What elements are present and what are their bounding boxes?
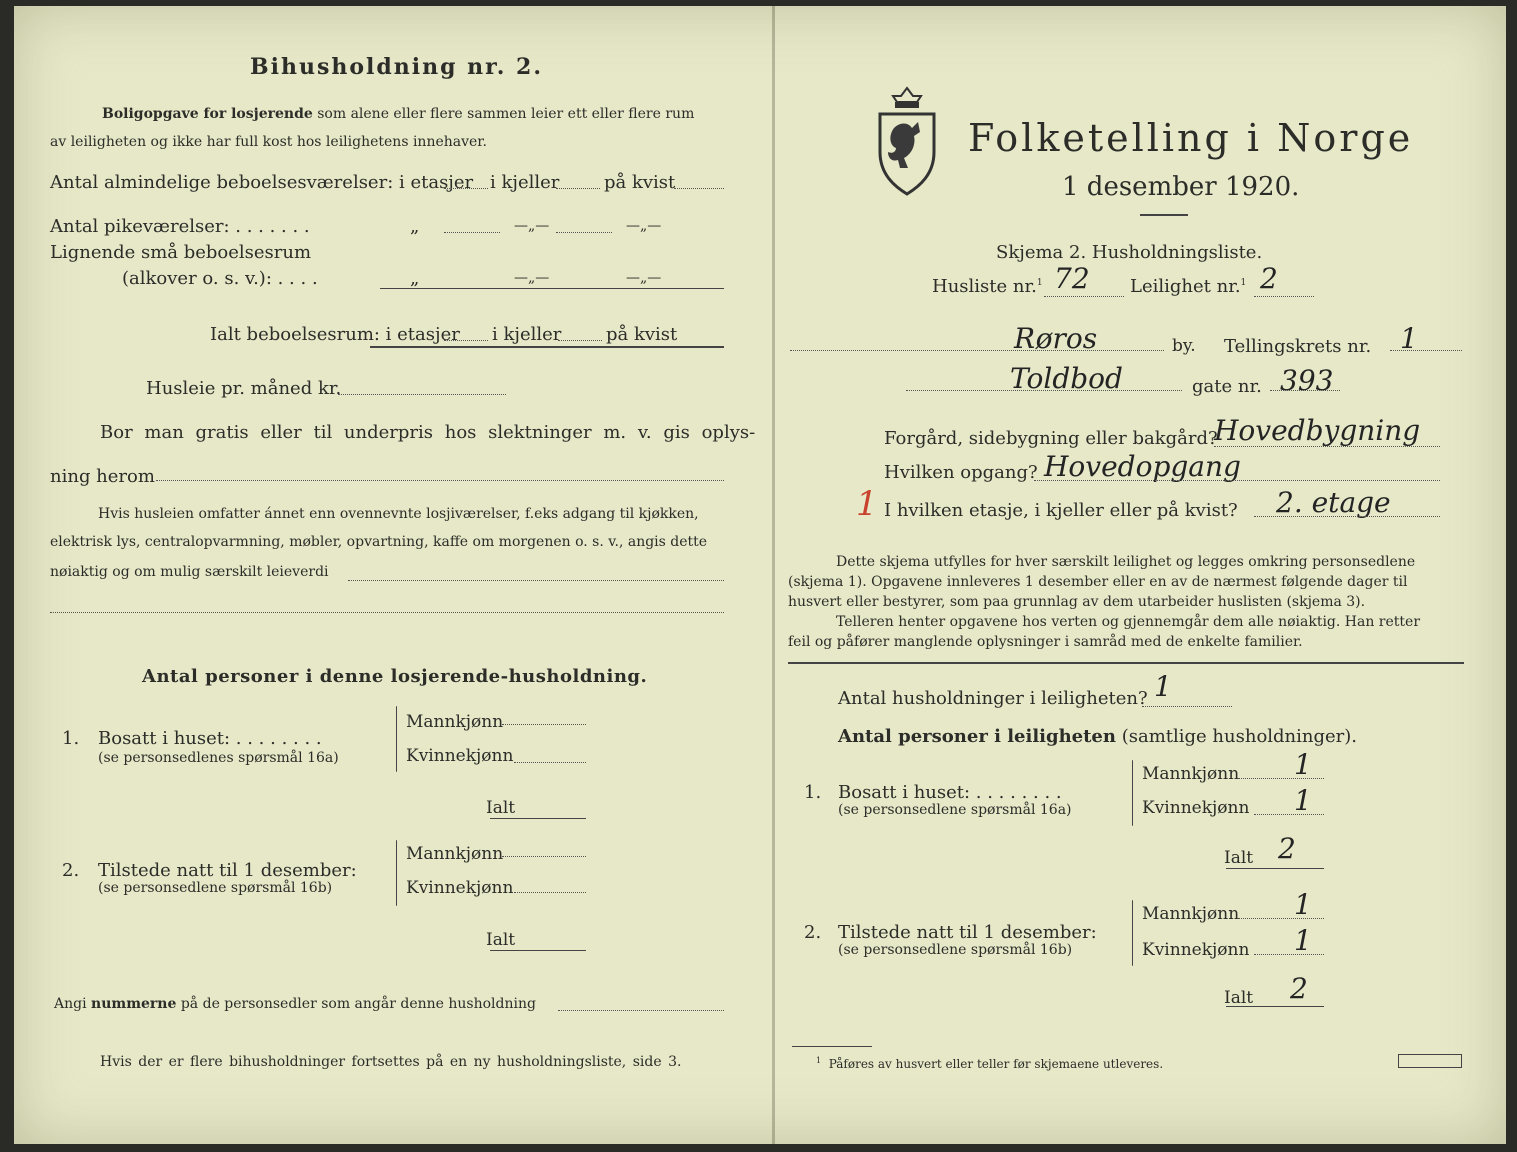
ialt-rum-kjeller: i kjeller: [492, 324, 562, 345]
left-item2-kvinne: Kvinnekjønn: [406, 878, 514, 898]
husliste-label: Husliste nr.$^1$: [932, 276, 1043, 297]
intro-line1: [102, 106, 694, 122]
intro-rest: som alene eller flere sammen leier ett eller flere rum: [317, 106, 695, 122]
left-item2-label: Tilstede natt til 1 desember:: [98, 860, 357, 881]
hvis-line1: Hvis husleien omfatter ánnet enn ovennevnte losjiværelser, f.eks adgang til kjøkken,: [98, 506, 699, 522]
right-item2-num: 2.: [804, 922, 822, 943]
coat-of-arms-icon: [874, 84, 940, 200]
left-item1-ialt: Ialt: [486, 798, 516, 818]
left-antal-personer: Antal personer i denne losjerende-husholdning.: [142, 666, 648, 687]
red-mark: 1: [856, 484, 878, 524]
bor-line2: ning herom: [50, 466, 155, 487]
instr-line5: feil og påfører manglende oplysninger i samråd med de enkelte familier.: [788, 634, 1303, 650]
lignende-label: Lignende små beboelsesrum: [50, 242, 312, 263]
gate-value: Toldbod: [1010, 362, 1123, 395]
pike-label: Antal pikeværelser: . . . . . . .: [50, 216, 310, 237]
instr-line1: Dette skjema utfylles for hver særskilt leilighet og legges omkring personsedlene: [836, 554, 1416, 570]
angi-pre: Angi: [54, 996, 87, 1012]
right-item2-mann: Mannkjønn: [1142, 904, 1240, 924]
alkover-ditto3: —„—: [626, 270, 662, 286]
alkover-ditto: „: [410, 268, 420, 289]
by-value: Røros: [1014, 322, 1098, 355]
right-item1-kvinne: Kvinnekjønn: [1142, 798, 1250, 818]
alkover-label: (alkover o. s. v.): . . . .: [122, 268, 318, 289]
right-item1-num: 1.: [804, 782, 822, 803]
skjema-line: Skjema 2. Husholdningsliste.: [996, 242, 1263, 263]
left-footer: Hvis der er flere bihusholdninger fortsettes på en ny husholdningsliste, side 3.: [100, 1054, 682, 1070]
ialt-rum-kvist: på kvist: [606, 324, 678, 345]
right-item1-ialt: Ialt: [1224, 848, 1254, 868]
etasje-value: 2. etage: [1276, 486, 1391, 519]
antal-pers-line: [838, 726, 1357, 747]
hvis-line2: elektrisk lys, centralopvarmning, møbler, opvartning, kaffe om morgenen o. s. v., angis dette: [50, 534, 708, 550]
gate-nr-value: 393: [1280, 364, 1334, 397]
ialt-rum-label: Ialt beboelsesrum: i etasjer: [210, 324, 460, 345]
gate-label: gate nr.: [1192, 376, 1262, 397]
left-item1-label: Bosatt i huset: . . . . . . . .: [98, 728, 322, 749]
instr-line2: (skjema 1). Opgavene innleveres 1 desember eller en av de nærmest følgende dager til: [788, 574, 1408, 590]
instr-line4: Telleren henter opgavene hos verten og gjennemgår dem alle nøiaktig. Han retter: [836, 614, 1421, 630]
printer-stamp: [1398, 1054, 1462, 1068]
right-item2-ialt: Ialt: [1224, 988, 1254, 1008]
census-form-sheet: [14, 6, 1506, 1144]
t2-kvinne-value: 1: [1294, 924, 1312, 957]
alkover-ditto2: —„—: [514, 270, 550, 286]
forgard-value: Hovedbygning: [1214, 414, 1421, 447]
antal-hush-label: Antal husholdninger i leiligheten?: [838, 688, 1148, 709]
right-item1-label: Bosatt i huset: . . . . . . . .: [838, 782, 1062, 803]
right-item2-sub: (se personsedlene spørsmål 16b): [838, 942, 1073, 958]
hvis-line3: nøiaktig og om mulig særskilt leieverdi: [50, 564, 329, 580]
husliste-value: 72: [1054, 262, 1090, 295]
husleie-label: Husleie pr. måned kr.: [146, 378, 342, 399]
by-label: by.: [1172, 336, 1196, 356]
tellingskrets-label: Tellingskrets nr.: [1224, 336, 1372, 357]
opgang-label: Hvilken opgang?: [884, 462, 1038, 483]
antal-kvist: på kvist: [604, 172, 676, 193]
antal-pers-rest: (samtlige husholdninger).: [1121, 726, 1358, 747]
left-item2-num: 2.: [62, 860, 80, 881]
left-heading: Bihusholdning nr. 2.: [250, 54, 543, 80]
left-item2-sub: (se personsedlene spørsmål 16b): [98, 880, 333, 896]
right-item1-mann: Mannkjønn: [1142, 764, 1240, 784]
pike-ditto: „: [410, 216, 420, 237]
right-item1-sub: (se personsedlene spørsmål 16a): [838, 802, 1072, 818]
b1-mann-value: 1: [1294, 748, 1312, 781]
pike-ditto3: —„—: [626, 218, 662, 234]
left-item1-mann: Mannkjønn: [406, 712, 504, 732]
leilighet-value: 2: [1260, 262, 1278, 295]
opgang-value: Hovedopgang: [1044, 450, 1241, 483]
intro-line2: av leiligheten og ikke har full kost hos leilighetens innehaver.: [50, 134, 487, 150]
antal-kjeller: i kjeller: [490, 172, 560, 193]
b1-ialt-value: 2: [1278, 832, 1296, 865]
left-item2-ialt: Ialt: [486, 930, 516, 950]
left-item1-kvinne: Kvinnekjønn: [406, 746, 514, 766]
t2-mann-value: 1: [1294, 888, 1312, 921]
forgard-label: Forgård, sidebygning eller bakgård?: [884, 428, 1218, 449]
pike-ditto2: —„—: [514, 218, 550, 234]
page-fold: [772, 6, 775, 1144]
antal-hush-value: 1: [1154, 670, 1172, 703]
antal-label: Antal almindelige beboelsesværelser: i etasjer: [50, 172, 474, 193]
b1-kvinne-value: 1: [1294, 784, 1312, 817]
leilighet-label: Leilighet nr.$^1$: [1130, 276, 1247, 297]
form-date: 1 desember 1920.: [1062, 172, 1300, 202]
tellingskrets-value: 1: [1400, 322, 1418, 355]
footnote: $^1$ Påføres av husvert eller teller før skjemaene utleveres.: [816, 1056, 1164, 1071]
left-item1-sub: (se personsedlenes spørsmål 16a): [98, 750, 339, 766]
left-item2-mann: Mannkjønn: [406, 844, 504, 864]
etasje-label: I hvilken etasje, i kjeller eller på kvist?: [884, 500, 1238, 521]
antal-pers-bold: Antal personer i leiligheten: [838, 726, 1116, 747]
form-title: Folketelling i Norge: [968, 116, 1414, 160]
angi-bold: nummerne: [91, 996, 177, 1012]
bor-line1: Bor man gratis eller til underpris hos slektninger m. v. gis oplys-: [100, 422, 756, 443]
angi-rest: på de personsedler som angår denne husholdning: [180, 996, 536, 1012]
right-item2-label: Tilstede natt til 1 desember:: [838, 922, 1097, 943]
right-item2-kvinne: Kvinnekjønn: [1142, 940, 1250, 960]
instr-line3: husvert eller bestyrer, som paa grunnlag av dem utarbeider huslisten (skjema 3).: [788, 594, 1366, 610]
t2-ialt-value: 2: [1290, 972, 1308, 1005]
intro-bold: Boligopgave for losjerende: [102, 106, 313, 122]
left-item1-num: 1.: [62, 728, 80, 749]
angi-line: [54, 996, 536, 1012]
